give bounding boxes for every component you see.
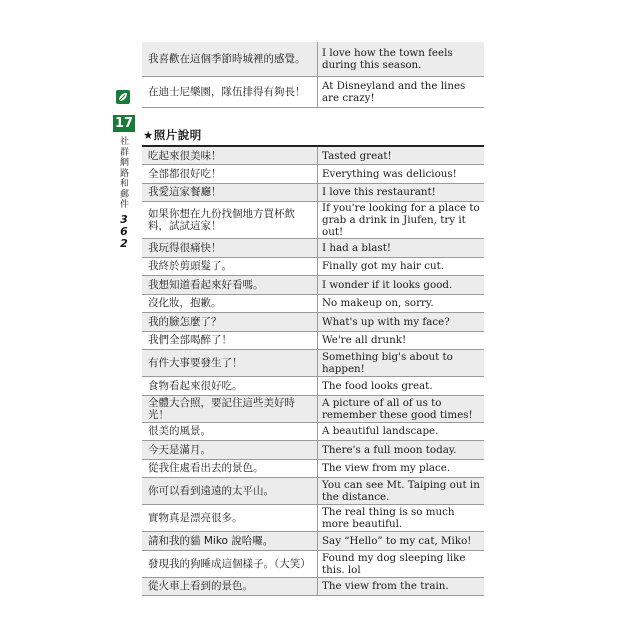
chinese-phrase: 你可以看到遠遠的太平山。 (142, 478, 318, 505)
chinese-phrase: 我們全部喝醉了！ (142, 331, 318, 350)
table-row (142, 550, 484, 577)
english-phrase: At Disneyland and the lines are crazy! (318, 76, 485, 107)
english-phrase: What's up with my face? (318, 313, 485, 332)
chinese-phrase: 全體大合照，要記住這些美好時光！ (142, 395, 318, 422)
english-phrase: Finally got my hair cut. (318, 257, 485, 276)
chinese-phrase: 發現我的狗睡成這個樣子。（大笑） (142, 550, 318, 577)
table-row (142, 76, 484, 107)
chinese-phrase: 很美的風景。 (142, 422, 318, 441)
english-phrase: No makeup on, sorry. (318, 294, 485, 313)
table-row (142, 313, 484, 332)
table-row (142, 422, 484, 441)
leaf-logo-icon (116, 90, 130, 104)
table-row (142, 532, 484, 551)
page-number: 3 6 2 (120, 213, 128, 250)
table-row (142, 276, 484, 295)
table-row (142, 202, 484, 239)
chapter-number: 17 (114, 116, 134, 131)
english-phrase: I had a blast! (318, 239, 485, 258)
english-phrase: I wonder if it looks good. (318, 276, 485, 295)
section-title: ★照片說明 (143, 128, 202, 142)
table-row (142, 239, 484, 258)
table-row (142, 377, 484, 396)
table-row (142, 459, 484, 478)
chinese-phrase: 沒化妝，抱歉。 (142, 294, 318, 313)
english-phrase: A picture of all of us to remember these good times! (318, 395, 485, 422)
english-phrase: The view from the train. (318, 577, 485, 596)
chinese-phrase: 全部都很好吃！ (142, 165, 318, 184)
english-phrase: You can see Mt. Taiping out in the distance. (318, 478, 485, 505)
chinese-phrase: 我玩得很痛快！ (142, 239, 318, 258)
chinese-phrase: 從火車上看到的景色。 (142, 577, 318, 596)
table-row (142, 165, 484, 184)
table-row (142, 505, 484, 532)
chinese-phrase: 我終於剪頭髮了。 (142, 257, 318, 276)
chinese-phrase: 有件大事要發生了！ (142, 350, 318, 377)
table-row (142, 257, 484, 276)
table-row (142, 146, 484, 165)
table-row (142, 331, 484, 350)
chinese-phrase: 我想知道看起來好看嗎。 (142, 276, 318, 295)
english-phrase: Everything was delicious! (318, 165, 485, 184)
english-phrase: We're all drunk! (318, 331, 485, 350)
chapter-category: 社 群 網 路 和 郵 件 (119, 137, 129, 210)
table-row (142, 42, 484, 76)
table-row (142, 395, 484, 422)
chinese-phrase: 實物真是漂亮很多。 (142, 505, 318, 532)
english-phrase: I love how the town feels during this season. (318, 42, 485, 76)
table-row (142, 183, 484, 202)
table-row (142, 294, 484, 313)
english-phrase: Found my dog sleeping like this. lol (318, 550, 485, 577)
english-phrase: There's a full moon today. (318, 441, 485, 460)
chinese-phrase: 在迪士尼樂園，隊伍排得有夠長！ (142, 76, 318, 107)
english-phrase: The view from my place. (318, 459, 485, 478)
english-phrase: Something big's about to happen! (318, 350, 485, 377)
chinese-phrase: 吃起來很美味！ (142, 146, 318, 165)
english-phrase: The real thing is so much more beautiful. (318, 505, 485, 532)
chinese-phrase: 如果你想在九份找個地方買杯飲料，試試這家！ (142, 202, 318, 239)
chinese-phrase: 食物看起來很好吃。 (142, 377, 318, 396)
table-row (142, 350, 484, 377)
table-row (142, 478, 484, 505)
chinese-phrase: 今天是滿月。 (142, 441, 318, 460)
english-phrase: I love this restaurant! (318, 183, 485, 202)
table-row (142, 577, 484, 596)
chinese-phrase: 從我住處看出去的景色。 (142, 459, 318, 478)
table-row (142, 441, 484, 460)
top-phrase-table (142, 42, 484, 108)
chinese-phrase: 我愛這家餐廳！ (142, 183, 318, 202)
english-phrase: Tasted great! (318, 146, 485, 165)
english-phrase: A beautiful landscape. (318, 422, 485, 441)
english-phrase: Say “Hello” to my cat, Miko! (318, 532, 485, 551)
chinese-phrase: 我的臉怎麼了？ (142, 313, 318, 332)
photo-caption-table (142, 145, 484, 596)
chinese-phrase: 我喜歡在這個季節時城裡的感覺。 (142, 42, 318, 76)
chinese-phrase: 請和我的貓 Miko 說哈囉。 (142, 532, 318, 551)
english-phrase: The food looks great. (318, 377, 485, 396)
english-phrase: If you're looking for a place to grab a drink in Jiufen, try it out! (318, 202, 485, 239)
